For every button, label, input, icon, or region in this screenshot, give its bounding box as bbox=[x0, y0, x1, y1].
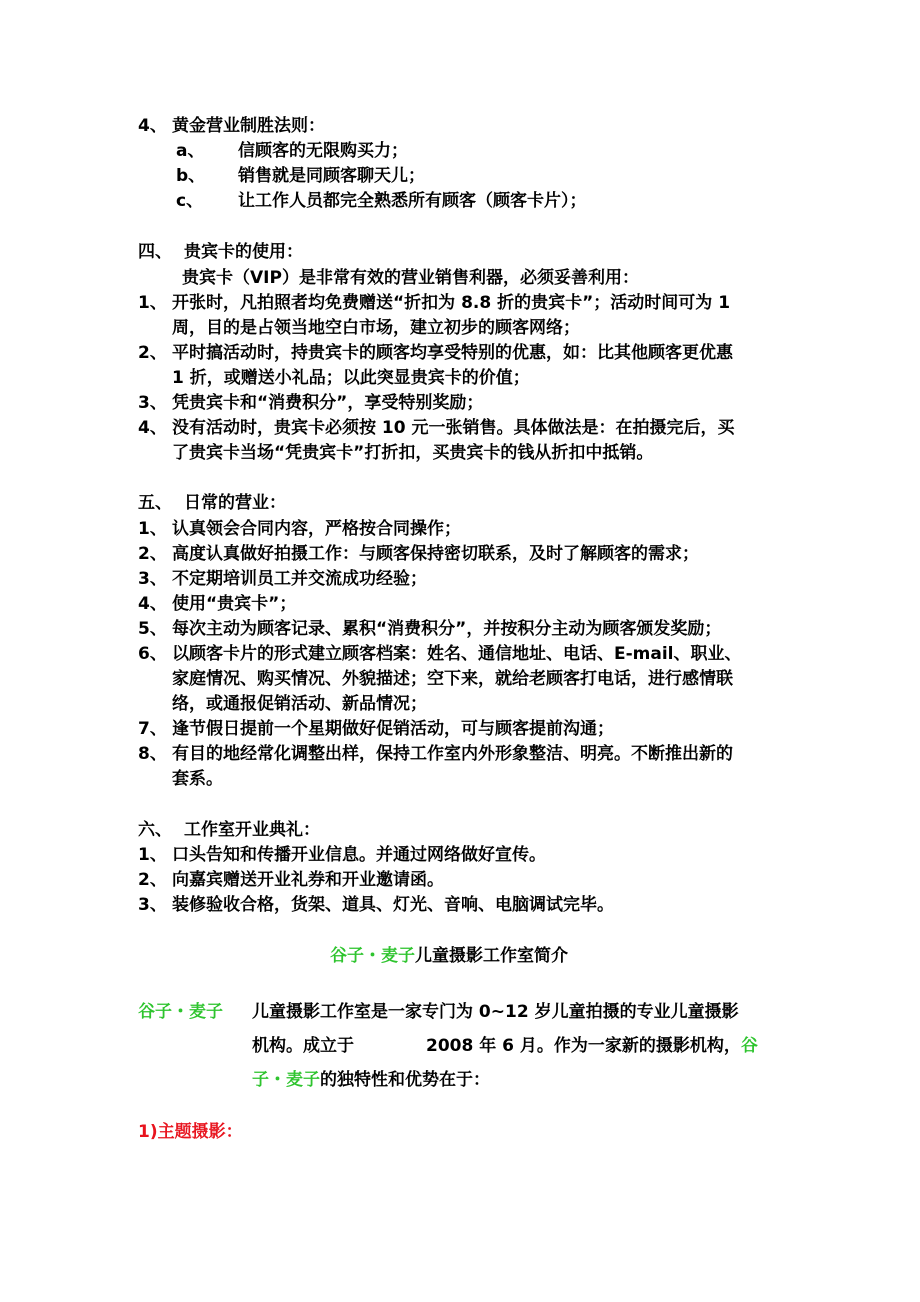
list-number: 3、 bbox=[138, 393, 167, 413]
list-item: 口头告知和传播开业信息。并通过网络做好宣传。 bbox=[172, 845, 546, 865]
brand-fragment: 谷 bbox=[740, 1036, 758, 1056]
list-number: 8、 bbox=[138, 744, 167, 764]
list-number: 2、 bbox=[138, 870, 167, 890]
list-marker: c、 bbox=[176, 191, 204, 211]
section-title: 工作室开业典礼： bbox=[184, 820, 320, 840]
section-number: 六、 bbox=[138, 820, 172, 840]
intro-line-3 bbox=[252, 1068, 490, 1092]
list-item: 平时搞活动时，持贵宾卡的顾客均享受特别的优惠，如：比其他顾客更优惠 bbox=[172, 343, 733, 363]
brand-label: 谷子・麦子 bbox=[138, 1002, 223, 1022]
list-item-continuation: 套系。 bbox=[172, 769, 223, 789]
list-item: 让工作人员都完全熟悉所有顾客（顾客卡片）； bbox=[238, 191, 587, 211]
list-number: 2、 bbox=[138, 343, 167, 363]
list-item: 逢节假日提前一个星期做好促销活动，可与顾客提前沟通； bbox=[172, 719, 614, 739]
list-marker: a、 bbox=[176, 141, 205, 161]
list-item: 信顾客的无限购买力； bbox=[238, 141, 408, 161]
section-title: 贵宾卡的使用： bbox=[184, 242, 303, 262]
list-item: 没有活动时，贵宾卡必须按 10 元一张销售。具体做法是：在拍摄完后，买 bbox=[172, 418, 735, 438]
list-number: 4、 bbox=[138, 418, 167, 438]
brand-fragment: 子・麦子 bbox=[252, 1070, 320, 1090]
list-number: 6、 bbox=[138, 644, 167, 664]
list-item: 向嘉宾赠送开业礼券和开业邀请函。 bbox=[172, 870, 444, 890]
subheading: 1)主题摄影： bbox=[138, 1122, 243, 1142]
list-item: 凭贵宾卡和“消费积分”，享受特别奖励； bbox=[172, 393, 484, 413]
intro-text: 的独特性和优势在于： bbox=[320, 1070, 490, 1090]
list-item-continuation: 1 折，或赠送小礼品；以此突显贵宾卡的价值； bbox=[172, 368, 530, 388]
list-number: 4、 bbox=[138, 594, 167, 614]
list-marker: b、 bbox=[176, 166, 206, 186]
list-number: 3、 bbox=[138, 569, 167, 589]
list-item: 认真领会合同内容，严格按合同操作； bbox=[172, 519, 461, 539]
list-item-continuation: 周，目的是占领当地空白市场，建立初步的顾客网络； bbox=[172, 318, 580, 338]
list-number: 1、 bbox=[138, 845, 167, 865]
list-number: 3、 bbox=[138, 895, 167, 915]
brand-name: 谷子・麦子 bbox=[330, 946, 415, 966]
section-title: 日常的营业： bbox=[184, 493, 286, 513]
list-item: 不定期培训员工并交流成功经验； bbox=[172, 569, 427, 589]
list-item-continuation: 络，或通报促销活动、新品情况； bbox=[172, 694, 427, 714]
intro-line-2b bbox=[426, 1034, 758, 1058]
list-number: 2、 bbox=[138, 544, 167, 564]
intro-text: 2008 年 6 月。作为一家新的摄影机构， bbox=[426, 1036, 741, 1056]
list-item: 使用“贵宾卡”； bbox=[172, 594, 297, 614]
list-item: 开张时，凡拍照者均免费赠送“折扣为 8.8 折的贵宾卡”；活动时间可为 1 bbox=[172, 293, 731, 313]
list-item-continuation: 了贵宾卡当场“凭贵宾卡”打折扣，买贵宾卡的钱从折扣中抵销。 bbox=[172, 443, 654, 463]
list-item: 装修验收合格，货架、道具、灯光、音响、电脑调试完毕。 bbox=[172, 895, 614, 915]
list-number: 1、 bbox=[138, 293, 167, 313]
list-item: 销售就是同顾客聊天儿； bbox=[238, 166, 425, 186]
section-title: 黄金营业制胜法则： bbox=[172, 116, 325, 136]
list-number: 5、 bbox=[138, 619, 167, 639]
list-item: 高度认真做好拍摄工作：与顾客保持密切联系，及时了解顾客的需求； bbox=[172, 544, 699, 564]
list-item: 以顾客卡片的形式建立顾客档案：姓名、通信地址、电话、E-mail、职业、 bbox=[172, 644, 742, 664]
list-number: 1、 bbox=[138, 519, 167, 539]
section-number: 四、 bbox=[138, 242, 172, 262]
intro-line-2a: 机构。成立于 bbox=[252, 1036, 354, 1056]
section-intro: 贵宾卡（VIP）是非常有效的营业销售利器，必须妥善利用： bbox=[182, 268, 639, 288]
heading-text: 儿童摄影工作室简介 bbox=[415, 946, 568, 966]
intro-line-1: 儿童摄影工作室是一家专门为 0~12 岁儿童拍摄的专业儿童摄影 bbox=[252, 1002, 739, 1022]
studio-heading bbox=[330, 944, 568, 968]
list-item-continuation: 家庭情况、购买情况、外貌描述；空下来，就给老顾客打电话，进行感情联 bbox=[172, 669, 733, 689]
list-number: 7、 bbox=[138, 719, 167, 739]
list-item: 有目的地经常化调整出样，保持工作室内外形象整洁、明亮。不断推出新的 bbox=[172, 744, 733, 764]
list-item: 每次主动为顾客记录、累积“消费积分”，并按积分主动为顾客颁发奖励； bbox=[172, 619, 722, 639]
section-number: 五、 bbox=[138, 493, 172, 513]
section-number: 4、 bbox=[138, 116, 167, 136]
